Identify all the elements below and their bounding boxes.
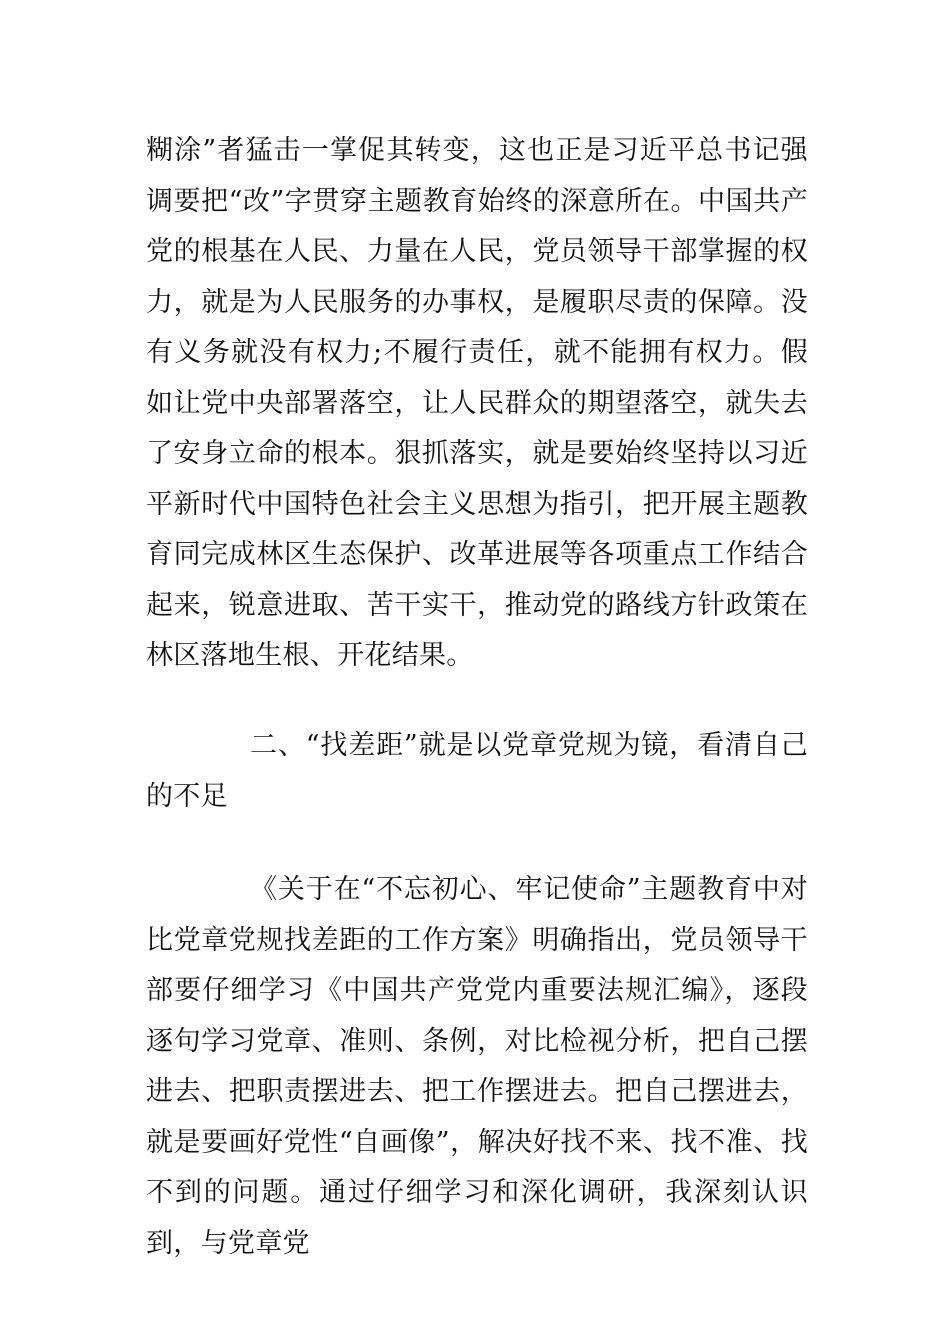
body-paragraph: 《关于在“不忘初心、牢记使命”主题教育中对比党章党规找差距的工作方案》明确指出，党员领导干部要仔细学习《中国共产党党内重要法规汇编》，逐段逐句学习党章、准则、条例，对比检视分析，把自己摆进去、把职责摆进去、把工作摆进去。把自己摆进去，就是要画好党性“自画像”，解决好找不来、找不准、找不到的问题。通过仔细学习和深化调研，我深刻认识到，与党章党	[146, 874, 808, 1259]
body-paragraph: 糊涂”者猛击一掌促其转变，这也正是习近平总书记强调要把“改”字贯穿主题教育始终的深意所在。中国共产党的根基在人民、力量在人民，党员领导干部掌握的权力，就是为人民服务的办事权，是履职尽责的保障。没有义务就没有权力;不履行责任，就不能拥有权力。假如让党中央部署落空，让人民群众的期望落空，就失去了安身立命的根本。狠抓落实，就是要始终坚持以习近平新时代中国特色社会主义思想为指引，把开展主题教育同完成林区生态保护、改革进展等各项重点工作结合起来，锐意进取、苦干实干，推动党的路线方针政策在林区落地生根、开花结果。	[146, 135, 808, 671]
section-heading: 二、“找差距”就是以党章党规为镜，看清自己的不足	[146, 730, 808, 812]
